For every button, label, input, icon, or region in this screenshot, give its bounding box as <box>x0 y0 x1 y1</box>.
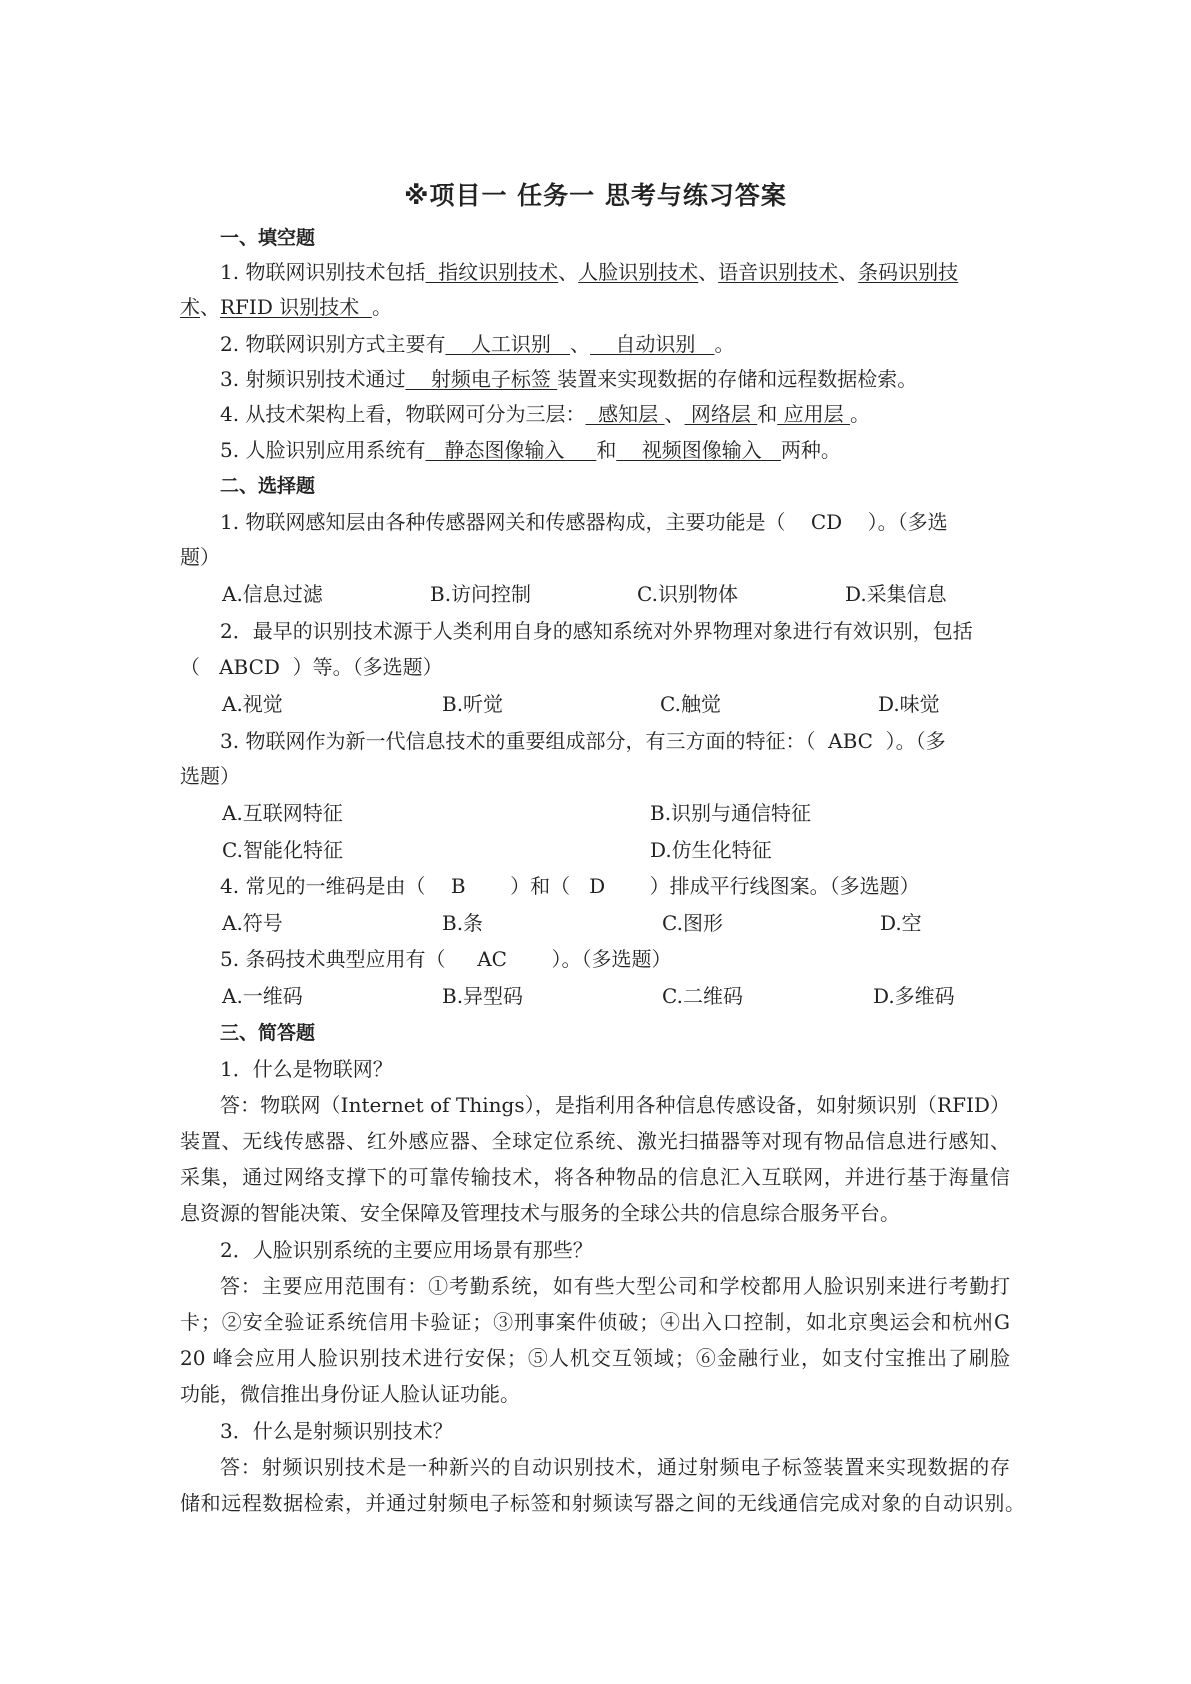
fill-q2-answer-2: 自动识别 <box>589 332 715 356</box>
choice-q5-option-b: B.异型码 <box>442 984 524 1008</box>
choice-q1-line1: 1. 物联网感知层由各种传感器网关和传感器构成，主要功能是（ CD ）。（多选 <box>220 510 948 534</box>
short-q1-question: 1．什么是物联网？ <box>220 1057 393 1081</box>
short-q2-question: 2．人脸识别系统的主要应用场景有那些？ <box>220 1238 593 1262</box>
choice-q4-option-c: C.图形 <box>662 911 723 935</box>
fill-q1-line2 <box>180 293 1010 321</box>
fill-q1-answer-3: 语音识别技术 <box>718 260 839 284</box>
period: 。 <box>371 295 392 319</box>
fill-q5 <box>220 436 1050 464</box>
page-title: ※项目一 任务一 思考与练习答案 <box>404 181 787 210</box>
separator: 、 <box>558 260 579 284</box>
fill-q5-text: 5. 人脸识别应用系统有 <box>220 438 426 462</box>
fill-q1-answer-5: RFID 识别技术 <box>220 295 372 319</box>
short-q3-answer-line: 答：射频识别技术是一种新兴的自动识别技术，通过射频电子标签装置来实现数据的存 <box>220 1455 1010 1479</box>
choice-q1-option-a: A.信息过滤 <box>222 582 323 606</box>
fill-q4 <box>220 400 1050 428</box>
separator: 、 <box>838 260 859 284</box>
fill-q4-answer-2: 网络层 <box>684 402 758 426</box>
short-q3-question: 3．什么是射频识别技术？ <box>220 1419 453 1443</box>
choice-q5-option-d: D.多维码 <box>873 984 955 1008</box>
fill-q5-answer-2: 视频图像输入 <box>616 438 781 462</box>
choice-q1-option-c: C.识别物体 <box>637 582 738 606</box>
choice-q3-option-a: A.互联网特征 <box>222 801 343 825</box>
choice-q1-line2: 题） <box>180 545 220 569</box>
fill-q1-answer-4: 条码识别技 <box>858 260 959 284</box>
fill-q2-text: 2. 物联网识别方式主要有 <box>220 332 446 356</box>
choice-q1-option-d: D.采集信息 <box>845 582 947 606</box>
separator: 、 <box>569 332 590 356</box>
fill-q1-line1 <box>220 258 1050 286</box>
section-heading-choice: 二、选择题 <box>220 475 316 497</box>
separator: 和 <box>757 402 778 426</box>
choice-q2-option-b: B.听觉 <box>442 692 504 716</box>
short-q2-answer-line: 功能，微信推出身份证人脸认证功能。 <box>180 1382 520 1406</box>
fill-q5-answer-1: 静态图像输入 <box>425 438 597 462</box>
period: 。 <box>849 402 870 426</box>
choice-q2-option-c: C.触觉 <box>660 692 721 716</box>
choice-q2-option-d: D.味觉 <box>878 692 940 716</box>
fill-q1-text: 1. 物联网识别技术包括 <box>220 260 426 284</box>
choice-q2-option-a: A.视觉 <box>222 692 283 716</box>
section-heading-short: 三、简答题 <box>220 1022 316 1044</box>
choice-q3-option-b: B.识别与通信特征 <box>650 801 812 825</box>
fill-q3-answer-1: 射频电子标签 <box>405 367 558 391</box>
choice-q1-option-b: B.访问控制 <box>430 582 532 606</box>
choice-q5-option-a: A.一维码 <box>222 984 303 1008</box>
fill-q2-answer-1: 人工识别 <box>445 332 570 356</box>
short-q2-answer-line: 答：主要应用范围有：①考勤系统，如有些大型公司和学校都用人脸识别来进行考勤打 <box>220 1274 1010 1298</box>
fill-q1-answer-4-cont: 术 <box>180 295 200 319</box>
choice-q2-line1: 2．最早的识别技术源于人类利用自身的感知系统对外界物理对象进行有效识别，包括 <box>220 619 973 643</box>
short-q1-answer-line: 答：物联网（Internet of Things），是指利用各种信息传感设备，如射频识别（RFID） <box>220 1093 1010 1117</box>
choice-q3-option-d: D.仿生化特征 <box>650 838 772 862</box>
choice-q4-option-b: B.条 <box>442 911 484 935</box>
choice-q5-option-c: C.二维码 <box>662 984 743 1008</box>
separator: 和 <box>596 438 617 462</box>
choice-q3-line2: 选题） <box>180 764 240 788</box>
separator: 、 <box>698 260 719 284</box>
short-q3-answer-line: 储和远程数据检索，并通过射频电子标签和射频读写器之间的无线通信完成对象的自动识别。 <box>180 1491 1025 1515</box>
separator: 、 <box>200 295 220 319</box>
choice-q2-line2: （ ABCD ）等。（多选题） <box>180 655 443 679</box>
fill-q3 <box>220 365 1050 393</box>
choice-q4-line1: 4. 常见的一维码是由（ B ）和（ D ）排成平行线图案。（多选题） <box>220 874 920 898</box>
choice-q4-option-a: A.符号 <box>222 911 283 935</box>
separator: 、 <box>664 402 685 426</box>
fill-q4-answer-3: 应用层 <box>777 402 850 426</box>
period: 两种。 <box>780 438 841 462</box>
fill-q4-answer-1: 感知层 <box>585 402 665 426</box>
short-q1-answer-line: 采集，通过网络支撑下的可靠传输技术，将各种物品的信息汇入互联网，并进行基于海量信 <box>180 1165 1010 1189</box>
fill-q1-answer-1: 指纹识别技术 <box>425 260 559 284</box>
choice-q3-line1: 3. 物联网作为新一代信息技术的重要组成部分，有三方面的特征：（ ABC ）。（多 <box>220 729 946 753</box>
short-q2-answer-line: 卡；②安全验证系统信用卡验证；③刑事案件侦破；④出入口控制，如北京奥运会和杭州G <box>180 1310 1010 1334</box>
period: 。 <box>714 332 735 356</box>
fill-q4-text: 4. 从技术架构上看，物联网可分为三层： <box>220 402 586 426</box>
short-q1-answer-line: 息资源的智能决策、安全保障及管理技术与服务的全球公共的信息综合服务平台。 <box>180 1201 900 1225</box>
fill-q3-text: 3. 射频识别技术通过 <box>220 367 406 391</box>
fill-q1-answer-2: 人脸识别技术 <box>578 260 699 284</box>
choice-q4-option-d: D.空 <box>880 911 922 935</box>
fill-q2 <box>220 330 1050 358</box>
fill-q3-text-post: 装置来实现数据的存储和远程数据检索。 <box>557 367 918 391</box>
choice-q3-option-c: C.智能化特征 <box>222 838 343 862</box>
short-q2-answer-line: 20 峰会应用人脸识别技术进行安保；⑤人机交互领域；⑥金融行业，如支付宝推出了刷脸 <box>180 1346 1010 1370</box>
section-heading-fill: 一、填空题 <box>220 227 316 249</box>
choice-q5-line1: 5. 条码技术典型应用有（ AC ）。（多选题） <box>220 947 672 971</box>
short-q1-answer-line: 装置、无线传感器、红外感应器、全球定位系统、激光扫描器等对现有物品信息进行感知、 <box>180 1129 1010 1153</box>
